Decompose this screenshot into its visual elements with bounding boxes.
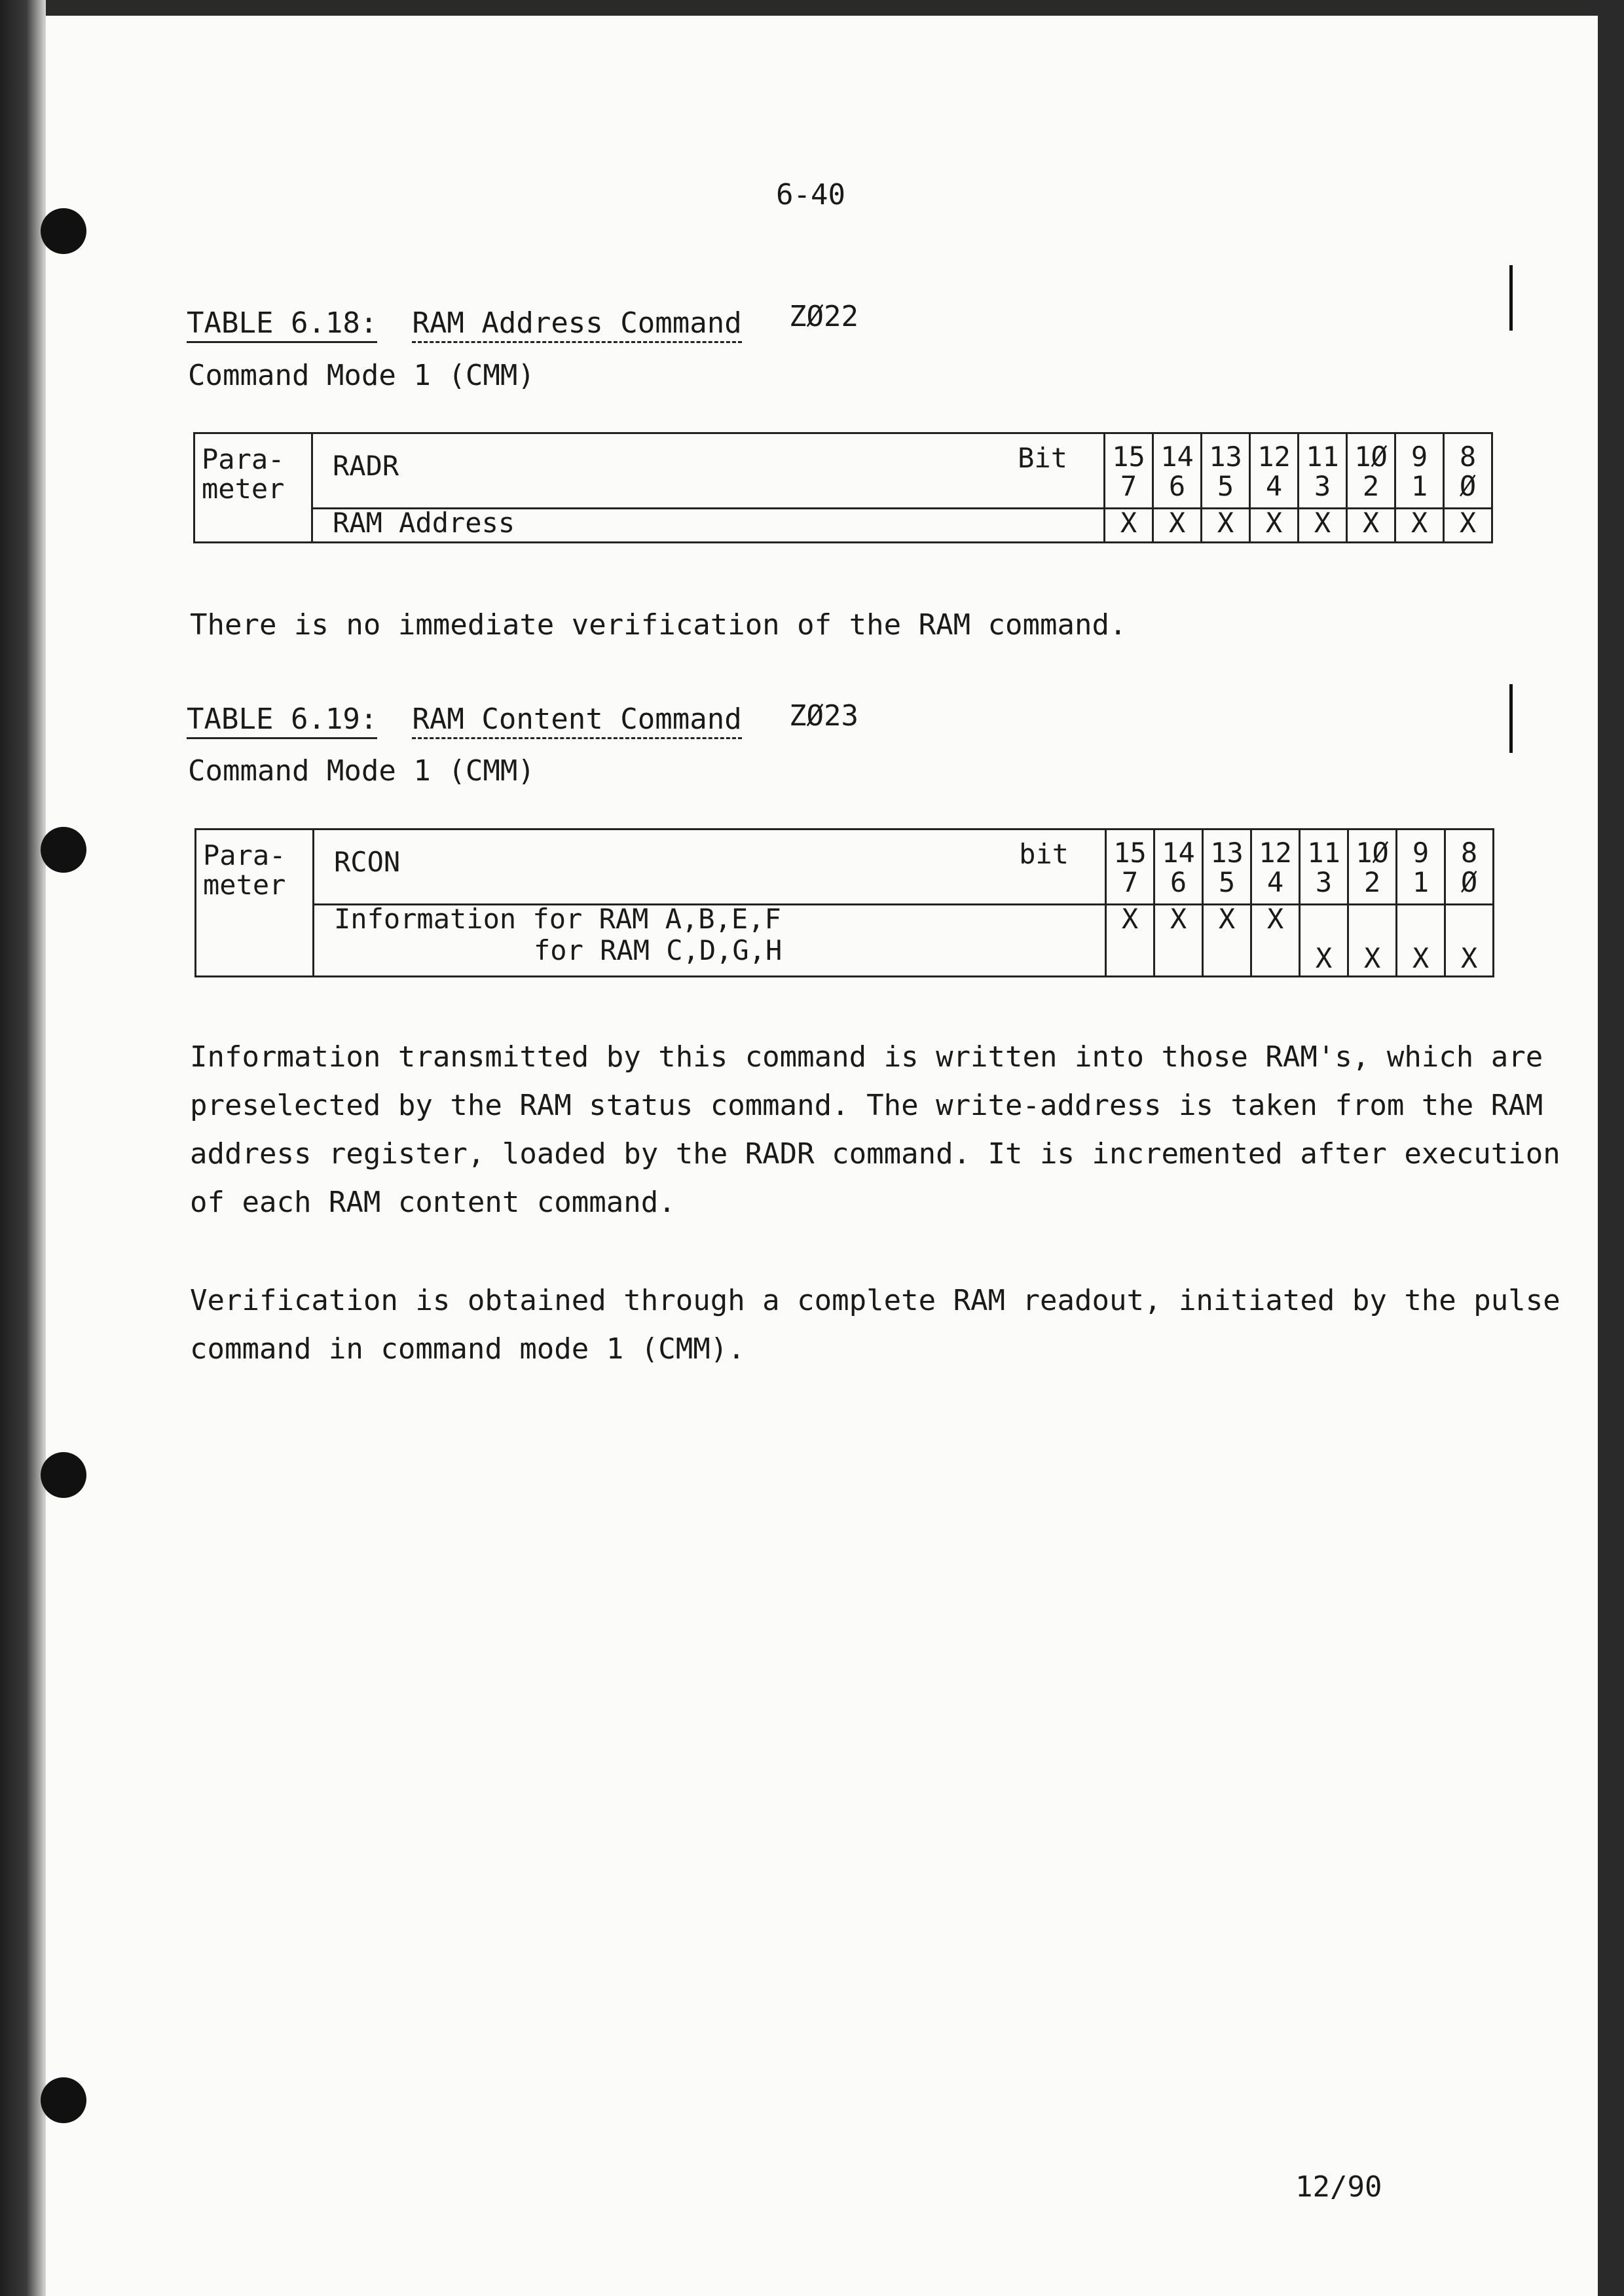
bit-mark-cell: [1203, 905, 1251, 977]
table-title: RAM Content Command: [412, 702, 741, 739]
bit-header: 13 5: [1202, 433, 1250, 509]
paragraph-line: Verification is obtained through a complete RAM readout, initiated by the pulse: [190, 1284, 1560, 1317]
row-label-cell: [314, 905, 1106, 977]
bit-mark: [1397, 905, 1444, 938]
bit-mark: X: [1395, 509, 1444, 543]
bit-mark: X: [1315, 942, 1333, 974]
table-label: TABLE 6.18:: [187, 306, 377, 343]
command-mode: Command Mode 1 (CMM): [188, 754, 535, 788]
bit-header: 14 6: [1154, 829, 1203, 905]
bit-mark: X: [1299, 509, 1347, 543]
bit-mark: [1155, 938, 1202, 945]
bit-header: 13 5: [1203, 829, 1251, 905]
scan-left-edge: [0, 0, 46, 2296]
bit-header: 11 3: [1300, 829, 1348, 905]
bit-header: 15 7: [1105, 433, 1153, 509]
bit-mark-cell: [1300, 905, 1348, 977]
bit-header: 8 Ø: [1445, 829, 1494, 905]
punch-hole: [41, 208, 86, 254]
punch-hole: [41, 1452, 86, 1498]
bit-mark: X: [1153, 509, 1202, 543]
punch-hole: [41, 827, 86, 873]
bit-mark-cell: [1348, 905, 1397, 977]
parameter-cell: [196, 829, 314, 977]
bit-mark: [1107, 938, 1153, 945]
bit-mark: [1446, 905, 1492, 938]
paragraph-verification: [190, 1277, 1560, 1374]
mnemonic: RADR: [333, 450, 399, 482]
parameter-label: meter: [202, 473, 285, 505]
paragraph-line: Information transmitted by this command is written into those RAM's, which are: [190, 1040, 1543, 1074]
bit-mark-cell: [1397, 905, 1445, 977]
change-bar: [1509, 265, 1513, 331]
bit-mark: [1349, 905, 1395, 938]
bit-mark: X: [1412, 942, 1430, 974]
bit-header: 12 4: [1250, 433, 1299, 509]
bit-header: 8 Ø: [1444, 433, 1492, 509]
table-6-19: [194, 828, 1494, 977]
paragraph-line: of each RAM content command.: [190, 1186, 676, 1219]
bit-mark: [1252, 938, 1299, 945]
table-6-18: [193, 432, 1493, 543]
bit-mark-cell: [1154, 905, 1203, 977]
bit-mark-cell: [1445, 905, 1494, 977]
bit-mark: X: [1105, 509, 1153, 543]
bit-mark: X: [1250, 509, 1299, 543]
bit-header: 15 7: [1106, 829, 1154, 905]
row-label: RAM Address: [312, 509, 1105, 543]
command-code: ZØ23: [789, 699, 858, 733]
bit-mark: X: [1266, 903, 1284, 935]
command-code: ZØ22: [789, 300, 858, 333]
bit-header: 12 4: [1251, 829, 1300, 905]
note-6-18: There is no immediate verification of the RAM command.: [190, 608, 1127, 642]
bit-mark: X: [1202, 509, 1250, 543]
bit-label: Bit: [1018, 442, 1067, 474]
table-6-19-heading: [187, 702, 742, 736]
punch-hole: [41, 2077, 86, 2123]
bit-header: 1Ø 2: [1348, 829, 1397, 905]
bit-header: 14 6: [1153, 433, 1202, 509]
parameter-cell: [194, 433, 312, 543]
change-bar: [1509, 684, 1513, 753]
bit-header: 1Ø 2: [1347, 433, 1395, 509]
bit-mark: X: [1121, 903, 1139, 935]
row-label: Information for RAM A,B,E,F: [334, 903, 781, 935]
command-mode: Command Mode 1 (CMM): [188, 359, 535, 392]
bit-label: bit: [1019, 838, 1069, 870]
bit-mark: X: [1363, 942, 1381, 974]
row-label: for RAM C,D,G,H: [534, 934, 783, 966]
bit-mark: X: [1218, 903, 1236, 935]
bit-mark-cell: [1251, 905, 1300, 977]
bit-mark: [1204, 938, 1250, 945]
mnemonic: RCON: [334, 846, 401, 878]
header-cell: [312, 433, 1105, 509]
bit-mark: X: [1170, 903, 1187, 935]
table-label: TABLE 6.19:: [187, 702, 377, 739]
paragraph-line: preselected by the RAM status command. The write-address is taken from the RAM: [190, 1089, 1543, 1122]
bit-mark: [1301, 905, 1347, 938]
bit-header: 9 1: [1395, 433, 1444, 509]
bit-header: 11 3: [1299, 433, 1347, 509]
parameter-label: Para-: [203, 839, 286, 871]
parameter-label: meter: [203, 869, 286, 902]
footer-date: 12/90: [1295, 2170, 1382, 2204]
paragraph-ram-content: [190, 1033, 1560, 1227]
table-title: RAM Address Command: [412, 306, 741, 343]
bit-mark: X: [1347, 509, 1395, 543]
bit-mark-cell: [1106, 905, 1154, 977]
bit-mark: X: [1444, 509, 1492, 543]
page-number: 6-40: [776, 178, 845, 211]
paragraph-line: address register, loaded by the RADR command. It is incremented after execution: [190, 1137, 1560, 1171]
bit-header: 9 1: [1397, 829, 1445, 905]
header-cell: [314, 829, 1106, 905]
parameter-label: Para-: [202, 443, 285, 475]
paragraph-line: command in command mode 1 (CMM).: [190, 1332, 745, 1366]
table-6-18-heading: [187, 306, 742, 340]
bit-mark: X: [1460, 942, 1478, 974]
